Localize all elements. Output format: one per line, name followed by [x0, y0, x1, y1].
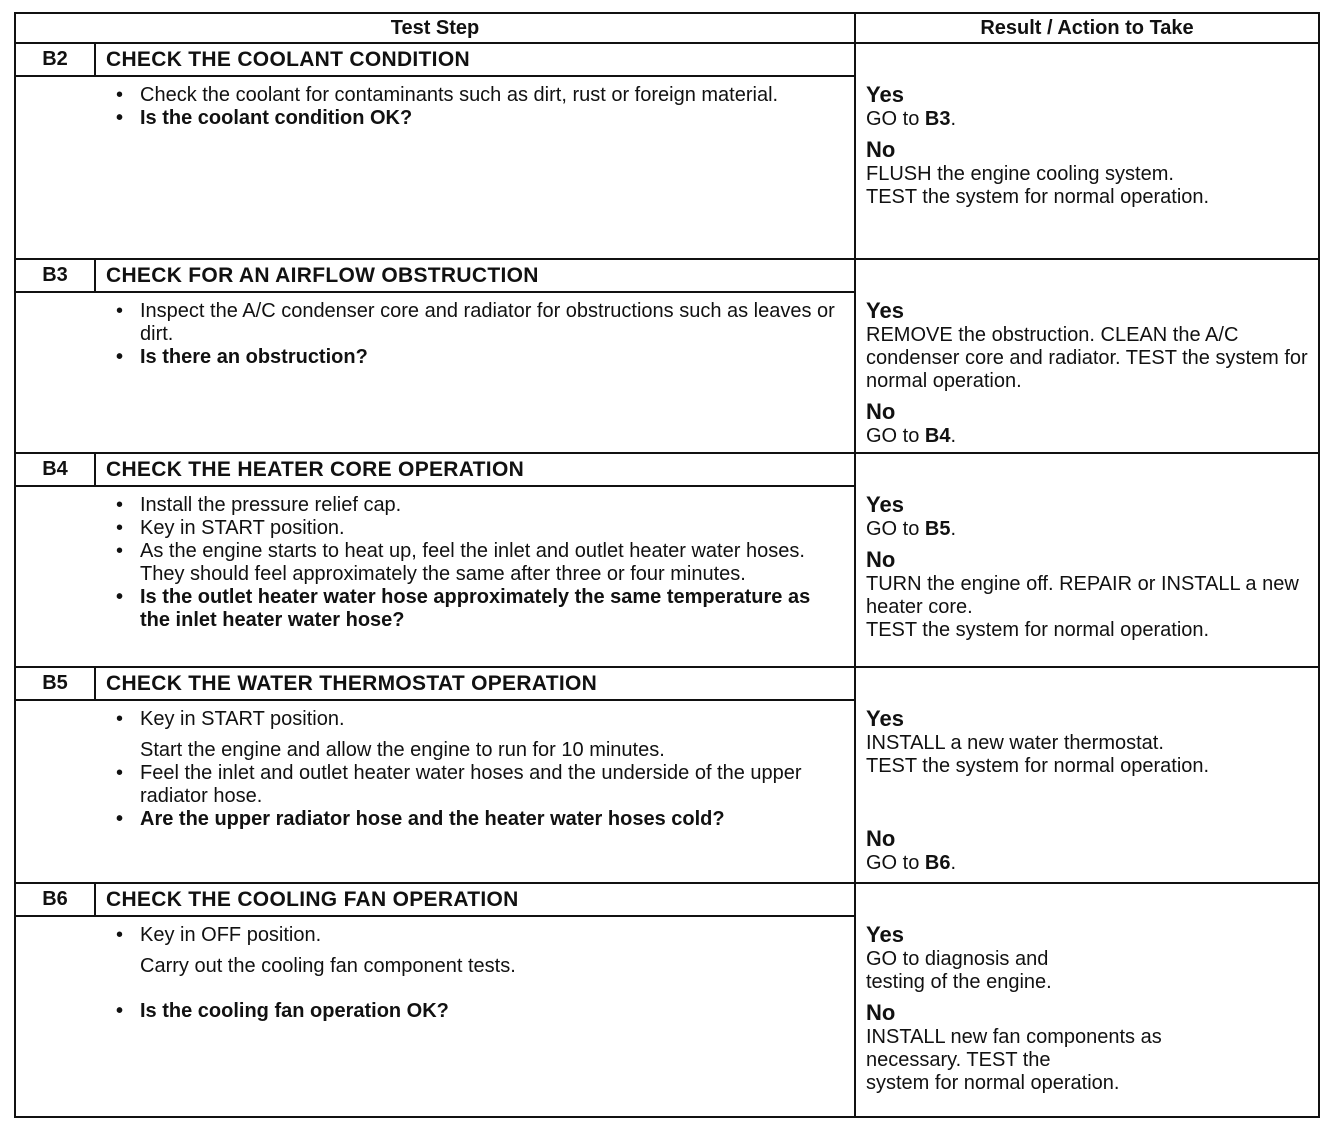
step-id: B2	[42, 48, 68, 70]
yes-label: Yes	[866, 706, 904, 731]
yes-text: REMOVE the obstruction. CLEAN the A/C condenser core and radiator. TEST the system for normal operation.	[866, 324, 1308, 392]
instruction-item: • Key in OFF position.	[116, 924, 836, 947]
result-yes	[866, 82, 1316, 131]
no-action	[866, 573, 1316, 642]
no-text: GO to	[866, 425, 925, 447]
step-id: B4	[42, 458, 68, 480]
no-action	[866, 163, 1316, 209]
step-title: CHECK THE COOLING FAN OPERATION	[106, 888, 519, 911]
step-section-b4	[16, 454, 1318, 668]
no-label: No	[866, 547, 896, 572]
step-id-divider	[94, 668, 96, 699]
result-yes	[866, 298, 1316, 393]
title-underline	[16, 291, 854, 293]
result-actions	[866, 298, 1316, 454]
yes-tail: .	[950, 108, 957, 130]
yes-text: GO to	[866, 108, 925, 130]
step-title: CHECK THE WATER THERMOSTAT OPERATION	[106, 672, 598, 695]
step-section-b3	[16, 260, 1318, 454]
no-tail: .	[950, 425, 957, 447]
result-actions	[866, 922, 1316, 1101]
yes-action	[866, 732, 1316, 778]
title-underline	[16, 75, 854, 77]
step-id-divider	[94, 260, 96, 291]
no-text: TURN the engine off. REPAIR or INSTALL a new heater core. TEST the system for normal operation.	[866, 573, 1299, 641]
yes-label: Yes	[866, 82, 904, 107]
yes-text: GO to diagnosis and testing of the engine.	[866, 948, 1052, 993]
step-title-row	[16, 884, 854, 916]
step-instructions	[116, 924, 836, 1023]
instruction-item: • Feel the inlet and outlet heater water hoses and the underside of the upper radiator hose.	[116, 762, 836, 808]
step-id: B5	[42, 672, 68, 694]
step-id: B3	[42, 264, 68, 286]
step-instructions	[116, 300, 836, 369]
step-title: CHECK THE HEATER CORE OPERATION	[106, 458, 525, 481]
no-text: GO to	[866, 852, 925, 874]
step-id-divider	[94, 44, 96, 75]
step-section-b6	[16, 884, 1318, 1116]
no-action	[866, 425, 1316, 448]
yes-label: Yes	[866, 922, 904, 947]
result-actions	[866, 492, 1316, 648]
yes-text: INSTALL a new water thermostat. TEST the system for normal operation.	[866, 732, 1210, 777]
no-tail: .	[950, 852, 957, 874]
no-label: No	[866, 826, 896, 851]
yes-ref: B5	[924, 518, 951, 540]
result-yes	[866, 492, 1316, 541]
result-actions	[866, 82, 1316, 215]
step-title: CHECK FOR AN AIRFLOW OBSTRUCTION	[106, 264, 539, 287]
instruction-item: Carry out the cooling fan component tests.	[140, 955, 516, 977]
yes-action	[866, 518, 1316, 541]
yes-label: Yes	[866, 492, 904, 517]
step-title-row	[16, 454, 854, 486]
title-underline	[16, 915, 854, 917]
no-label: No	[866, 399, 896, 424]
instruction-item: • Install the pressure relief cap.	[116, 494, 836, 517]
instruction-question: • Are the upper radiator hose and the heater water hoses cold?	[116, 808, 836, 831]
instruction-item: • Key in START position.	[116, 708, 836, 731]
result-yes	[866, 706, 1316, 778]
diagnostic-table	[14, 12, 1320, 1118]
instruction-question: • Is there an obstruction?	[116, 346, 836, 369]
header-test-step: Test Step	[390, 17, 480, 39]
yes-label: Yes	[866, 298, 904, 323]
no-label: No	[866, 137, 896, 162]
step-section-b5	[16, 668, 1318, 884]
step-title-row	[16, 44, 854, 76]
result-no	[866, 399, 1316, 448]
step-id-divider	[94, 454, 96, 485]
step-title-row	[16, 260, 854, 292]
no-ref: B6	[924, 852, 951, 874]
title-underline	[16, 485, 854, 487]
result-no	[866, 137, 1316, 209]
step-instructions	[116, 84, 836, 130]
step-title-row	[16, 668, 854, 700]
no-text: INSTALL new fan components as necessary. TEST the system for normal operation.	[866, 1026, 1162, 1094]
step-instructions	[116, 708, 836, 831]
no-action	[866, 1026, 1316, 1095]
yes-action	[866, 324, 1316, 393]
title-underline	[16, 699, 854, 701]
no-ref: B4	[924, 425, 951, 447]
instruction-question: • Is the outlet heater water hose approximately the same temperature as the inlet heater water hose?	[116, 586, 836, 632]
no-text: FLUSH the engine cooling system. TEST the system for normal operation.	[866, 163, 1210, 208]
yes-action	[866, 108, 1316, 131]
yes-action	[866, 948, 1316, 994]
step-instructions	[116, 494, 836, 632]
yes-ref: B3	[924, 108, 951, 130]
instruction-item: • Key in START position.	[116, 517, 836, 540]
yes-tail: .	[950, 518, 957, 540]
instruction-item: • Inspect the A/C condenser core and radiator for obstructions such as leaves or dirt.	[116, 300, 836, 346]
yes-text: GO to	[866, 518, 925, 540]
step-title: CHECK THE COOLANT CONDITION	[106, 48, 470, 71]
instruction-question: • Is the coolant condition OK?	[116, 107, 836, 130]
step-section-b2	[16, 44, 1318, 260]
instruction-item: • Check the coolant for contaminants such as dirt, rust or foreign material.	[116, 84, 836, 107]
step-id: B6	[42, 888, 68, 910]
result-actions	[866, 706, 1316, 881]
instruction-item: Start the engine and allow the engine to run for 10 minutes.	[140, 739, 665, 761]
instruction-item: • As the engine starts to heat up, feel the inlet and outlet heater water hoses. They should feel approximately the same after three or four minutes.	[116, 540, 836, 586]
no-action	[866, 852, 1316, 875]
no-label: No	[866, 1000, 896, 1025]
result-no	[866, 826, 1316, 875]
step-id-divider	[94, 884, 96, 915]
result-no	[866, 547, 1316, 642]
header-result-action: Result / Action to Take	[980, 17, 1194, 39]
result-no	[866, 1000, 1316, 1095]
table-header	[16, 14, 1318, 44]
result-yes	[866, 922, 1316, 994]
instruction-question: • Is the cooling fan operation OK?	[116, 1000, 836, 1023]
